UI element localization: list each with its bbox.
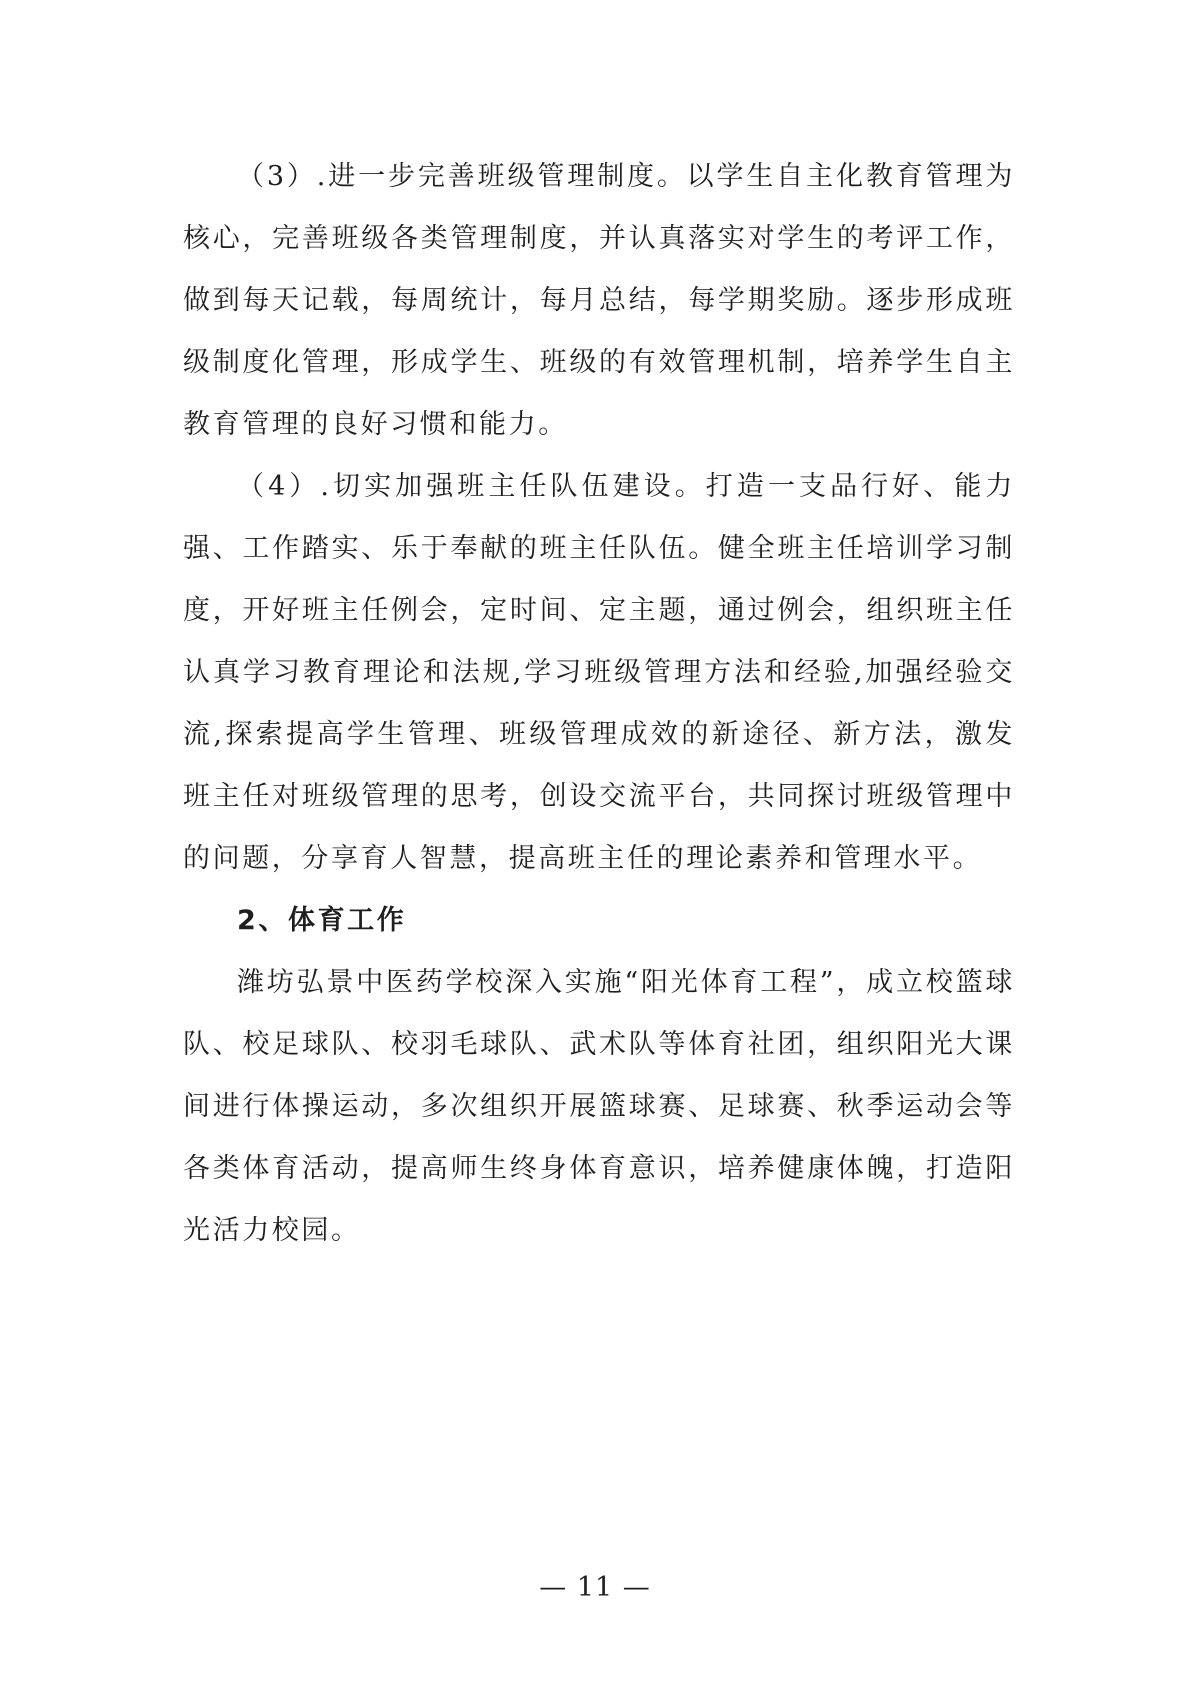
paragraph-sunshine-sports: 潍坊弘景中医药学校深入实施“阳光体育工程”，成立校篮球队、校足球队、校羽毛球队、武术队等体育社团，组织阳光大课间进行体操运动，多次组织开展篮球赛、足球赛、秋季运动会等各类体育活动，提高师生终身体育意识，培养健康体魄，打造阳光活力校园。 xyxy=(183,967,1015,1246)
paragraph-head-teacher-team: （4）.切实加强班主任队伍建设。打造一支品行好、能力强、工作踏实、乐于奉献的班主任队伍。健全班主任培训学习制度，开好班主任例会，定时间、定主题，通过例会，组织班主任认真学习教育理论和法规,学习班级管理方法和经验,加强经验交流,探索提高学生管理、班级管理成效的新途径、新方法，激发班主任对班级管理的思考，创设交流平台，共同探讨班级管理中的问题，分享育人智慧，提高班主任的理论素养和管理水平。 xyxy=(183,471,1016,874)
section-heading-sports-work: 2、体育工作 xyxy=(237,905,407,936)
document-body xyxy=(183,146,1015,1262)
page-number: — 11 — xyxy=(539,1572,651,1603)
paragraph-class-management-system: （3）.进一步完善班级管理制度。以学生自主化教育管理为核心，完善班级各类管理制度，并认真落实对学生的考评工作，做到每天记载，每周统计，每月总结，每学期奖励。逐步形成班级制度化管理，形成学生、班级的有效管理机制，培养学生自主教育管理的良好习惯和能力。 xyxy=(183,161,1015,440)
